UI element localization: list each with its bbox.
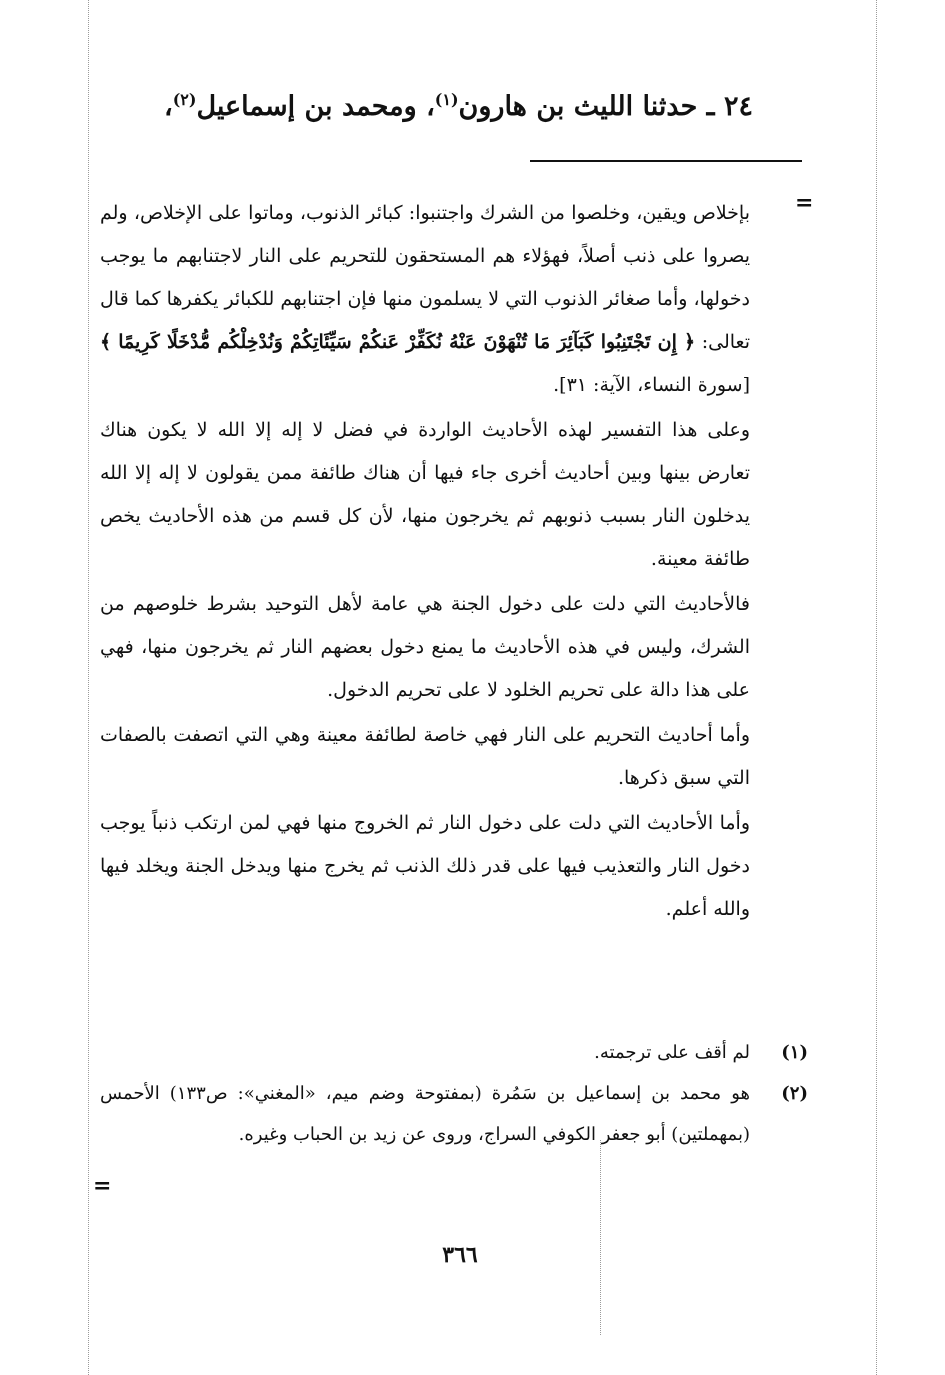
heading-text-a: ٢٤ ـ حدثنا الليث بن هارون: [458, 91, 753, 122]
paragraph: وأما أحاديث التحريم على النار فهي خاصة لطائفة معينة وهي التي اتصفت بالصفات التي سبق ذكرها.: [100, 724, 750, 789]
commentary-body: [100, 192, 750, 931]
hadith-heading: [73, 80, 753, 127]
scan-fold-line: [600, 1140, 601, 1335]
footnote-text: هو محمد بن إسماعيل بن سَمُرة (بمفتوحة وضم ميم، «المغني»: ص١٣٣) الأحمس (بمهملتين) أبو جعفر الكوفي السراج، وروى عن زيد بن الحباب وغيره.: [100, 1083, 751, 1145]
page-number: ٣٦٦: [442, 1242, 478, 1268]
continuation-mark-top: =: [795, 190, 814, 216]
verse-citation: [سورة النساء، الآية: ٣١].: [553, 374, 750, 396]
scan-margin-left: [88, 0, 89, 1375]
paragraph: فالأحاديث التي دلت على دخول الجنة هي عامة لأهل التوحيد بشرط خلوصهم من الشرك، وليس في هذه الأحاديث ما يمنع دخول بعضهم النار ثم يخرجون منها، فهي على هذا دالة على تحريم الخلود لا على تحريم الدخول.: [100, 593, 750, 701]
heading-text-b: ، ومحمد بن إسماعيل: [196, 91, 435, 122]
heading-rule: [530, 160, 802, 162]
paragraph-text: بإخلاص ويقين، وخلصوا من الشرك واجتنبوا: كبائر الذنوب، وماتوا على الإخلاص، ولم يصروا على ذنب أصلاً، فهؤلاء هم المستحقون للتحريم على النار لاجتنابهم ما يوجب دخولها، وأما صغائر الذنوب التي لا يسلمون منها فإن اجتنابهم للكبائر يكفرها كما قال تعالى:: [100, 202, 750, 353]
footnote-ref-1: (١): [434, 90, 459, 109]
footnote: [100, 1073, 808, 1155]
continuation-mark-bottom: =: [93, 1173, 112, 1199]
footnote: [100, 1032, 808, 1073]
footnote-number: (٢): [781, 1083, 808, 1104]
footnote-text: لم أقف على ترجمته.: [594, 1042, 750, 1063]
scan-margin-right: [876, 0, 877, 1375]
paragraph: وعلى هذا التفسير لهذه الأحاديث الواردة في فضل لا إله إلا الله لا يكون هناك تعارض بينها وبين أحاديث أخرى جاء فيها أن هناك طائفة ممن يقولون لا إله إلا الله يدخلون النار بسبب ذنوبهم ثم يخرجون منها، لأن كل قسم من هذه الأحاديث يخص طائفة معينة.: [100, 419, 750, 570]
paragraph: وأما الأحاديث التي دلت على دخول النار ثم الخروج منها فهي لمن ارتكب ذنباً يوجب دخول النار والتعذيب فيها على قدر ذلك الذنب ثم يخرج منها ويدخل الجنة ويخلد فيها والله أعلم.: [100, 812, 750, 920]
heading-text-c: ،: [163, 91, 173, 122]
quran-verse: ﴿ إِن تَجْتَنِبُوا كَبَآئِرَ مَا تُنْهَوْنَ عَنْهُ نُكَفِّرْ عَنكُمْ سَيِّئَاتِكُمْ وَنُدْخِلْكُم مُّدْخَلًا كَرِيمًا ﴾: [100, 331, 696, 353]
footnote-number: (١): [781, 1042, 808, 1063]
paragraph: [100, 192, 750, 407]
footnotes: [100, 1032, 808, 1155]
footnote-ref-2: (٢): [172, 90, 197, 109]
